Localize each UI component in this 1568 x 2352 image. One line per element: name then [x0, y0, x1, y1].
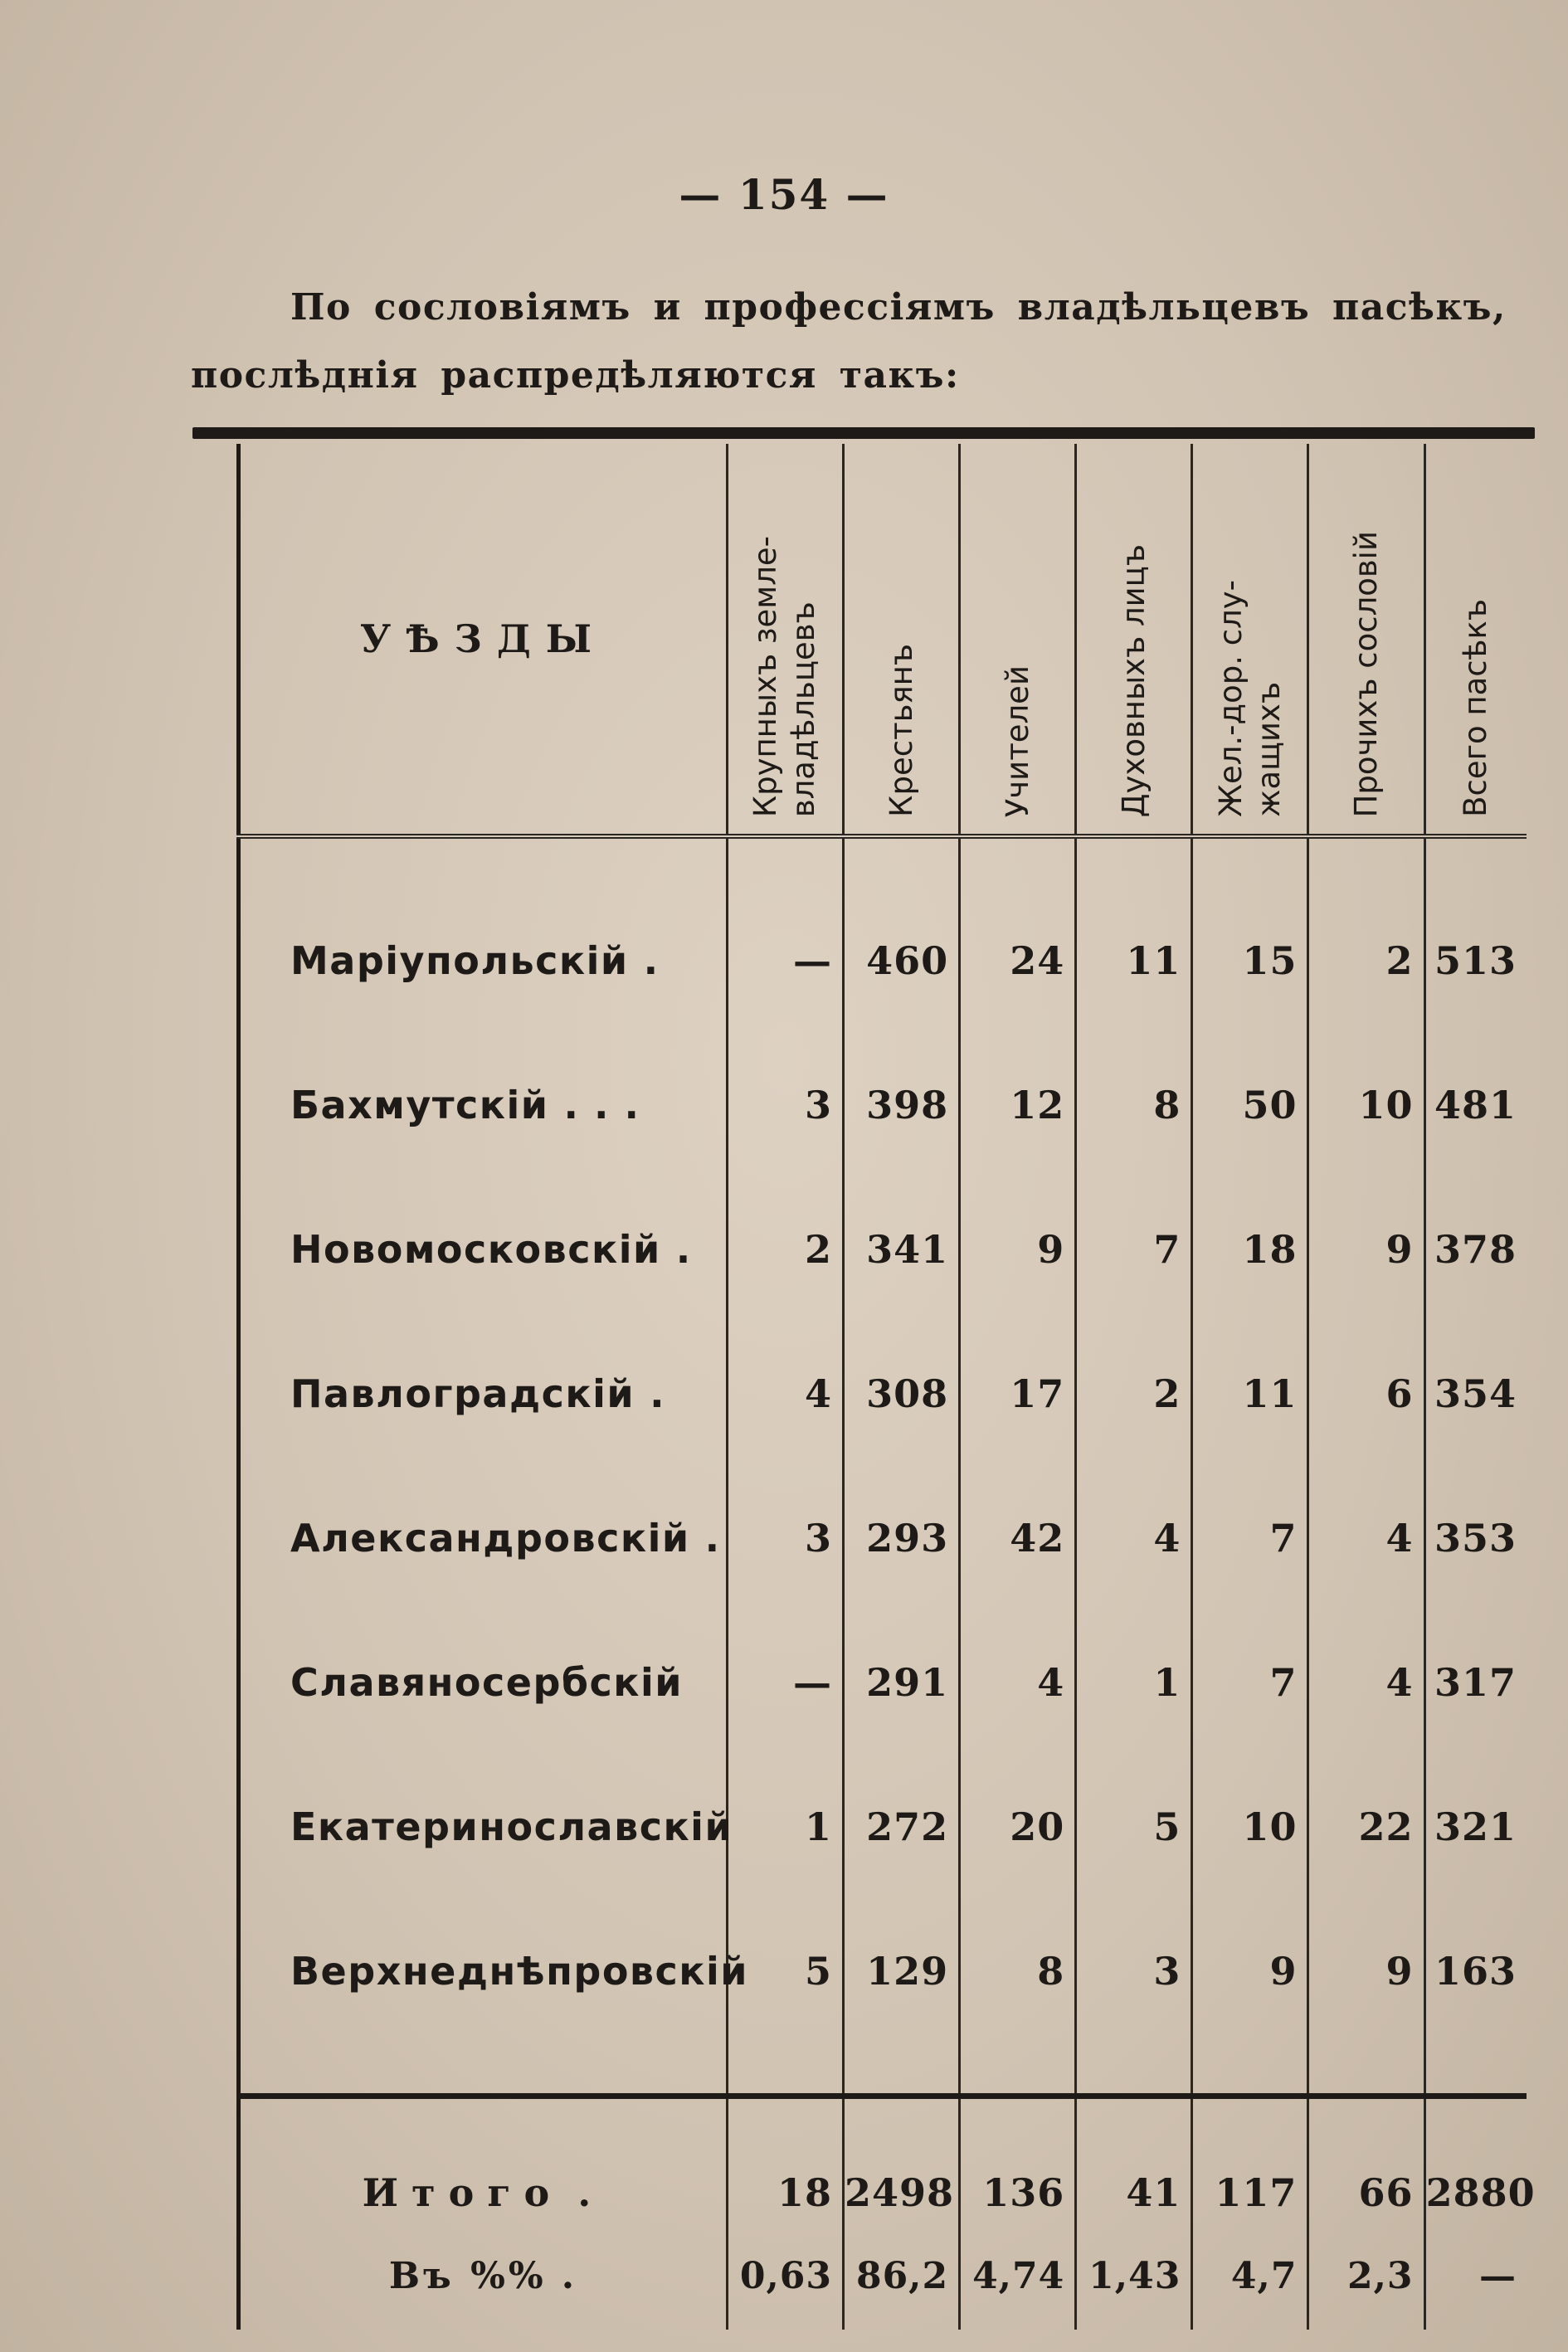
header-other	[1308, 444, 1424, 836]
cell-total: 163	[1424, 1899, 1527, 2043]
cell-clergy: 1	[1076, 1610, 1192, 1755]
total-total: 2880	[1424, 2096, 1527, 2223]
cell-other: 2	[1308, 836, 1424, 1033]
header-other-label: Прочихъ сословій	[1348, 530, 1384, 817]
total-railway: 117	[1192, 2096, 1308, 2223]
cell-total: 481	[1424, 1033, 1527, 1177]
percent-peasants: 86,2	[844, 2222, 960, 2330]
total-row	[239, 2096, 1527, 2223]
table-top-rule	[192, 427, 1535, 439]
row-name-text: Бахмутскій	[290, 1083, 549, 1127]
cell-large-landowners: 3	[727, 1466, 843, 1610]
cell-other: 10	[1308, 1033, 1424, 1177]
apiaries-by-estate-table	[236, 444, 1536, 2330]
cell-railway: 9	[1192, 1899, 1308, 2043]
separator-cell	[1076, 2043, 1192, 2096]
cell-railway: 50	[1192, 1033, 1308, 1177]
row-dots: .	[675, 1227, 692, 1272]
separator-cell	[1192, 2043, 1308, 2096]
separator-cell	[727, 2043, 843, 2096]
total-teachers: 136	[960, 2096, 1076, 2223]
cell-teachers: 8	[960, 1899, 1076, 2043]
page-number: — 154 —	[679, 170, 889, 219]
header-railway	[1192, 444, 1308, 836]
table-row	[239, 836, 1527, 1033]
cell-teachers: 17	[960, 1322, 1076, 1466]
header-large-landowners-label: Крупныхъ земле- владѣльцевъ	[747, 535, 822, 817]
cell-teachers: 12	[960, 1033, 1076, 1177]
percent-total: —	[1424, 2222, 1527, 2330]
cell-railway: 10	[1192, 1755, 1308, 1899]
row-name	[239, 836, 728, 1033]
percent-dots: .	[561, 2254, 578, 2297]
total-label	[239, 2096, 728, 2223]
table-header-row	[239, 444, 1527, 836]
cell-railway: 18	[1192, 1177, 1308, 1322]
cell-other: 6	[1308, 1322, 1424, 1466]
row-name-text: Павлоградскій	[290, 1371, 635, 1416]
cell-clergy: 7	[1076, 1177, 1192, 1322]
table-row	[239, 1466, 1527, 1610]
cell-clergy: 11	[1076, 836, 1192, 1033]
cell-total: 354	[1424, 1322, 1527, 1466]
total-dots: .	[577, 2170, 605, 2215]
table-row	[239, 1322, 1527, 1466]
row-dots: .	[650, 1371, 666, 1416]
header-total	[1424, 444, 1527, 836]
cell-total: 317	[1424, 1610, 1527, 1755]
cell-railway: 15	[1192, 836, 1308, 1033]
cell-large-landowners: 5	[727, 1899, 843, 2043]
cell-large-landowners: 3	[727, 1033, 843, 1177]
cell-teachers: 42	[960, 1466, 1076, 1610]
header-peasants	[844, 444, 960, 836]
table-row	[239, 1899, 1527, 2043]
row-dots: .	[643, 938, 660, 983]
cell-large-landowners: 2	[727, 1177, 843, 1322]
total-peasants: 2498	[844, 2096, 960, 2223]
separator-cell	[239, 2043, 728, 2096]
row-name	[239, 1755, 733, 1899]
cell-peasants: 272	[844, 1755, 960, 1899]
header-teachers-label: Учителей	[999, 665, 1035, 817]
cell-railway: 7	[1192, 1610, 1308, 1755]
total-other: 66	[1308, 2096, 1424, 2223]
row-name	[239, 1033, 728, 1177]
cell-large-landowners: —	[727, 836, 843, 1033]
table-separator-row	[239, 2043, 1527, 2096]
cell-clergy: 4	[1076, 1466, 1192, 1610]
row-name-text: Маріупольскій	[290, 938, 629, 983]
cell-total: 513	[1424, 836, 1527, 1033]
header-teachers	[960, 444, 1076, 836]
table-row	[239, 1610, 1527, 1755]
separator-cell	[1308, 2043, 1424, 2096]
cell-teachers: 4	[960, 1610, 1076, 1755]
cell-clergy: 2	[1076, 1322, 1192, 1466]
header-clergy-label: Духовныхъ лицъ	[1115, 543, 1152, 817]
separator-cell	[1424, 2043, 1527, 2096]
cell-teachers: 20	[960, 1755, 1076, 1899]
intro-paragraph: По сословіямъ и профессіямъ владѣльцевъ пасѣкъ, послѣднія распредѣляются такъ:	[191, 286, 1507, 397]
cell-teachers: 24	[960, 836, 1076, 1033]
cell-other: 22	[1308, 1755, 1424, 1899]
row-name-text: Славяносербскій	[290, 1660, 684, 1705]
percent-large-landowners: 0,63	[727, 2222, 843, 2330]
cell-total: 378	[1424, 1177, 1527, 1322]
header-peasants-label: Крестьянъ	[883, 644, 919, 817]
cell-clergy: 8	[1076, 1033, 1192, 1177]
cell-peasants: 460	[844, 836, 960, 1033]
header-large-landowners	[727, 444, 843, 836]
cell-other: 4	[1308, 1466, 1424, 1610]
cell-total: 353	[1424, 1466, 1527, 1610]
header-clergy	[1076, 444, 1192, 836]
cell-peasants: 291	[844, 1610, 960, 1755]
row-name	[239, 1466, 728, 1610]
percent-other: 2,3	[1308, 2222, 1424, 2330]
percent-clergy: 1,43	[1076, 2222, 1192, 2330]
cell-teachers: 9	[960, 1177, 1076, 1322]
percent-label-text: Въ %%	[388, 2254, 547, 2297]
cell-peasants: 398	[844, 1033, 960, 1177]
header-railway-label: Жел.-дор. слу- жащихъ	[1212, 580, 1287, 817]
cell-large-landowners: 1	[727, 1755, 843, 1899]
row-name-text: Новомосковскій	[290, 1227, 661, 1272]
table-row	[239, 1177, 1527, 1322]
total-large-landowners: 18	[727, 2096, 843, 2223]
percent-railway: 4,7	[1192, 2222, 1308, 2330]
row-name	[239, 1322, 728, 1466]
table-row	[239, 1033, 1527, 1177]
cell-peasants: 129	[844, 1899, 960, 2043]
cell-peasants: 308	[844, 1322, 960, 1466]
cell-peasants: 293	[844, 1466, 960, 1610]
separator-cell	[960, 2043, 1076, 2096]
table-container	[236, 444, 1536, 2330]
row-dots: .	[704, 1516, 721, 1561]
cell-total: 321	[1424, 1755, 1527, 1899]
row-name	[239, 1610, 728, 1755]
cell-other: 4	[1308, 1610, 1424, 1755]
percent-teachers: 4,74	[960, 2222, 1076, 2330]
row-dots: . . .	[563, 1083, 640, 1127]
percent-row	[239, 2222, 1527, 2330]
row-name-text: Екатеринославскій	[290, 1804, 733, 1849]
row-name	[239, 1899, 749, 2043]
header-region: УѢЗДЫ	[239, 444, 728, 836]
row-name-text: Верхнеднѣпровскій	[290, 1949, 749, 1994]
percent-label	[239, 2222, 728, 2330]
cell-large-landowners: 4	[727, 1322, 843, 1466]
cell-other: 9	[1308, 1177, 1424, 1322]
row-name-text: Александровскій	[290, 1516, 690, 1561]
cell-railway: 7	[1192, 1466, 1308, 1610]
cell-other: 9	[1308, 1899, 1424, 2043]
cell-clergy: 3	[1076, 1899, 1192, 2043]
total-label-text: Итого	[362, 2170, 563, 2215]
cell-peasants: 341	[844, 1177, 960, 1322]
header-total-label: Всего пасѣкъ	[1458, 599, 1494, 817]
cell-railway: 11	[1192, 1322, 1308, 1466]
table-row	[239, 1755, 1527, 1899]
cell-large-landowners: —	[727, 1610, 843, 1755]
cell-clergy: 5	[1076, 1755, 1192, 1899]
row-name	[239, 1177, 728, 1322]
total-clergy: 41	[1076, 2096, 1192, 2223]
separator-cell	[844, 2043, 960, 2096]
